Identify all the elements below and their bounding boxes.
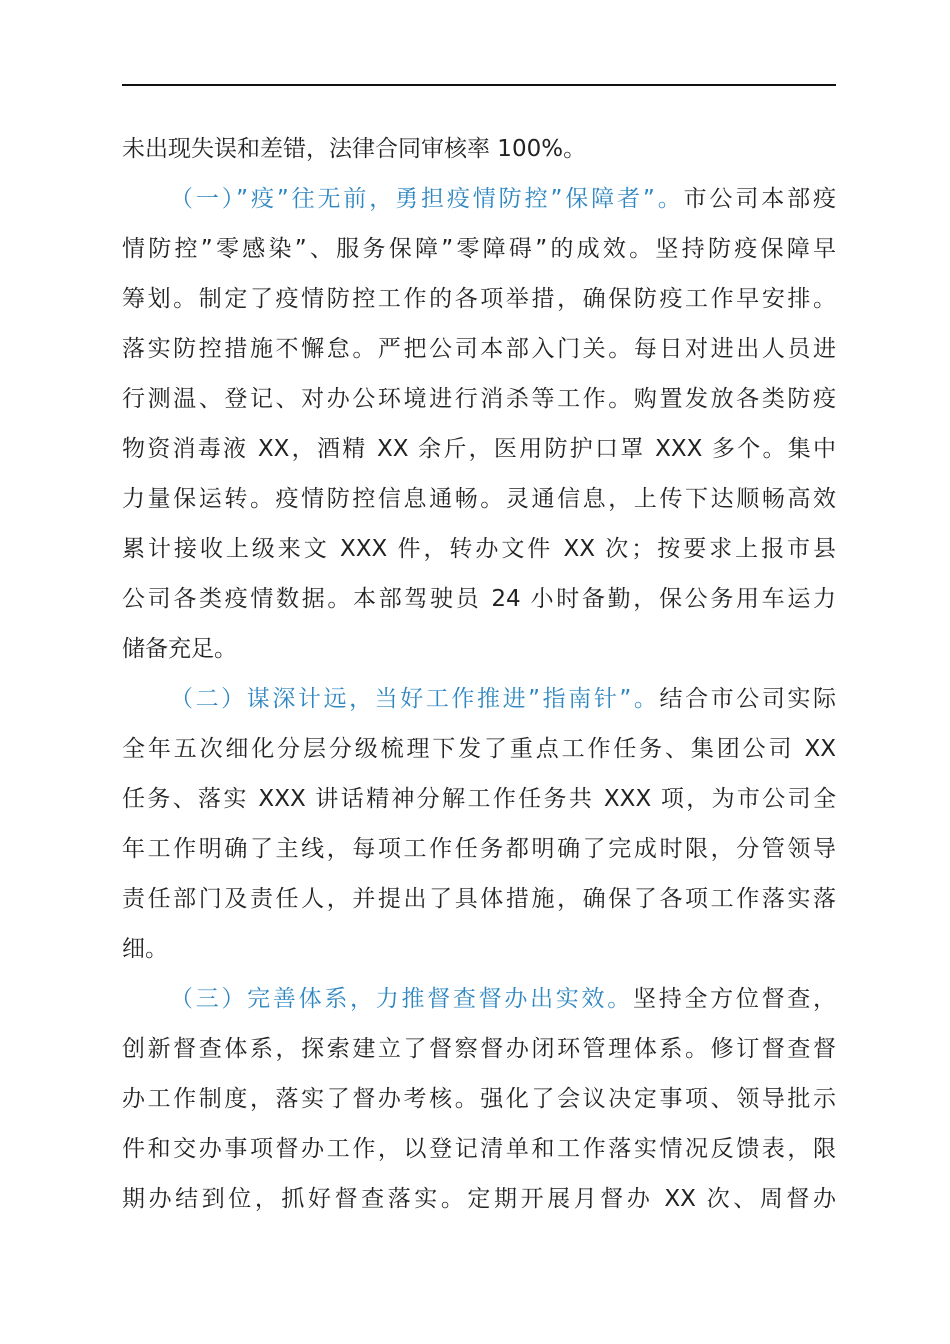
header-rule bbox=[122, 84, 836, 86]
section-text-2: 结合市公司实际 bbox=[659, 686, 836, 712]
body-line: 细。 bbox=[122, 936, 168, 962]
section-heading-2: （二）谋深计远，当好工作推进”指南针”。 bbox=[170, 686, 660, 712]
body-line: 力量保运转。疫情防控信息通畅。灵通信息，上传下达顺畅高效 bbox=[122, 486, 836, 512]
body-line: 情防控”零感染”、服务保障”零障碍”的成效。坚持防疫保障早 bbox=[122, 236, 836, 262]
body-line: 任务、落实 XXX 讲话精神分解工作任务共 XXX 项，为市公司全 bbox=[122, 786, 836, 812]
section-heading-1: （一）”疫”往无前，勇担疫情防控”保障者”。 bbox=[170, 186, 684, 212]
body-line: 未出现失误和差错，法律合同审核率 100%。 bbox=[122, 136, 587, 162]
body-line: 件和交办事项督办工作，以登记清单和工作落实情况反馈表，限 bbox=[122, 1136, 836, 1162]
section-line-2 bbox=[122, 674, 836, 724]
body-line: 行测温、登记、对办公环境进行消杀等工作。购置发放各类防疫 bbox=[122, 386, 836, 412]
body-line: 落实防控措施不懈怠。严把公司本部入门关。每日对进出人员进 bbox=[122, 336, 836, 362]
body-line: 物资消毒液 XX，酒精 XX 余斤，医用防护口罩 XXX 多个。集中 bbox=[122, 436, 836, 462]
section-text-3: 坚持全方位督查， bbox=[632, 986, 837, 1012]
section-line-1 bbox=[122, 174, 836, 224]
body-line: 年工作明确了主线，每项工作任务都明确了完成时限，分管领导 bbox=[122, 836, 836, 862]
body-line: 全年五次细化分层分级梳理下发了重点工作任务、集团公司 XX bbox=[122, 736, 836, 762]
section-text-1: 市公司本部疫 bbox=[683, 186, 836, 212]
body-line: 期办结到位，抓好督查落实。定期开展月督办 XX 次、周督办 bbox=[122, 1186, 836, 1212]
section-heading-3: （三）完善体系，力推督查督办出实效。 bbox=[170, 986, 633, 1012]
body-line: 办工作制度，落实了督办考核。强化了会议决定事项、领导批示 bbox=[122, 1086, 836, 1112]
body-line: 储备充足。 bbox=[122, 636, 237, 662]
body-line: 公司各类疫情数据。本部驾驶员 24 小时备勤，保公务用车运力 bbox=[122, 586, 836, 612]
section-line-3 bbox=[122, 974, 836, 1024]
body-line: 创新督查体系，探索建立了督察督办闭环管理体系。修订督查督 bbox=[122, 1036, 836, 1062]
document-body bbox=[122, 124, 836, 1224]
body-line: 筹划。制定了疫情防控工作的各项举措，确保防疫工作早安排。 bbox=[122, 286, 836, 312]
body-line: 累计接收上级来文 XXX 件，转办文件 XX 次；按要求上报市县 bbox=[122, 536, 836, 562]
body-line: 责任部门及责任人，并提出了具体措施，确保了各项工作落实落 bbox=[122, 886, 836, 912]
